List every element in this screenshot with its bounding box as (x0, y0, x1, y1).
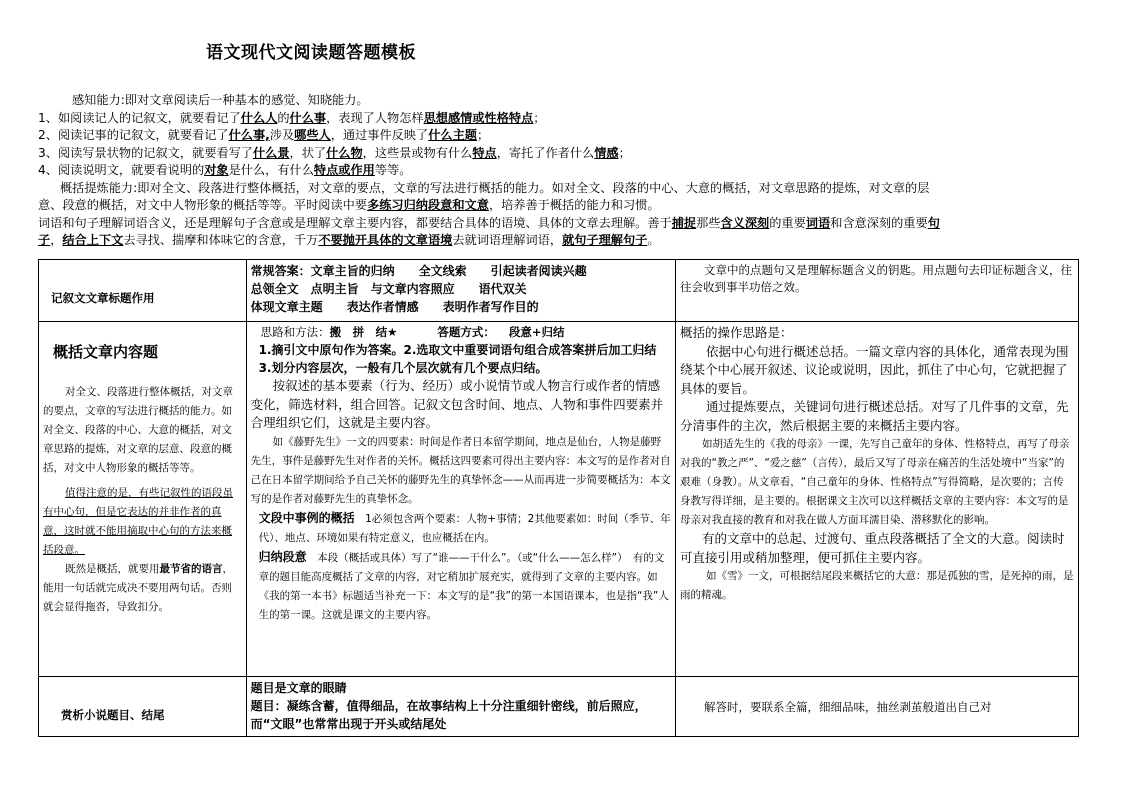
row-header-summary: 概括文章内容题 (53, 343, 159, 361)
intro-item-2: 2、阅读记事的记叙文，就要看记了什么事,涉及哪些人，通过事件反映了什么主题； (38, 128, 490, 142)
row-header-summary-cell: 概括文章内容题 对全文、段落进行整体概括，对文章的要点，文章的写法进行概括的能力。如对全文、段落的中心、大意的概括，对文章思路的提炼，对文章的层意、段意的概括，对文中人物形象的概括等等。 值得注意的是，有些记叙性的语段虽有中心句，但是它表达的并非作者的真意，这时就不能用摘取中心句的方法来概括段意。 既然是概括，就要用最节省的语言，能用一句话就完成决不要用两句话。否则就会显得拖沓，导致扣分。 (39, 322, 247, 677)
table-row (39, 677, 1079, 737)
summary-approach: 概括的操作思路是： 依据中心句进行概述总括。一篇文章内容的具体化，通常表现为围绕某个中心展开叙述、议论或说明，因此，抓住了中心句，它就把握了具体的要旨。 通过提炼要点，关键词句进行概述总括。对写了几件事的文章，先分清事件的主次，然后根据主要的来概括主要内容。 如胡适先生的《我的母亲》一课，先写自己童年的身体、性格特点，再写了母亲对我的“教之严”、“爱之慈”（言传），最后又写了母亲在痛苦的生活处境中“当家”的艰难（身教）。从文章看，“自己童年的身体、性格特点”写得简略，是次要的；言传身教写得详细，是主要的。根据课文主次可以这样概括文章的主要内容：本文写的是母亲对我直接的教育和对我在做人方面耳濡目染、潜移默化的影响。 有的文章中的总起、过渡句、重点段落概括了全文的大意。阅读时可直接引用或稍加整理，便可抓住主要内容。 如《雪》一文，可根据结尾段来概括它的大意：那是孤独的雪，是死掉的雨，是雨的精魂。 (676, 322, 1079, 677)
intro-summary-ability-cont: 意、段意的概括，对文中人物形象的概括等等。平时阅读中要多练习归纳段意和文意，培养善于概括的能力和习惯。 (38, 198, 660, 212)
intro-item-3: 3、阅读写景状物的记叙文，就要看写了什么景，状了什么物，这些景或物有什么特点，寄托了作者什么情感； (38, 145, 631, 160)
template-table (38, 259, 1079, 737)
title-function-answers: 常规答案：文章主旨的归纳 全文线索 引起读者阅读兴趣 总领全文 点明主旨 与文章内容照应 语代双关 体现文章主题 表达作者情感 表明作者写作目的 (246, 260, 675, 322)
novel-title-analysis: 题目是文章的眼睛 题目：凝练含蓄，值得细品，在故事结构上十分注重细针密线，前后照应，而“文眼”也常常出现于开头或结尾处 (246, 677, 675, 737)
novel-title-tip: 解答时，要联系全篇，细细品味，抽丝剥茧般道出自己对 (676, 677, 1079, 737)
row-header-title-function: 记叙文文章标题作用 (39, 260, 247, 322)
table-row (39, 322, 1079, 677)
intro-section (38, 92, 1083, 250)
intro-summary-ability: 概括提炼能力:即对全文、段落进行整体概括，对文章的要点，文章的写法进行概括的能力。如对全文、段落的中心、大意的概括，对文章思路的提炼，对文章的层 (60, 180, 930, 195)
row-header-novel-title: 赏析小说题目、结尾 (39, 677, 247, 737)
page-title: 语文现代文阅读题答题模板 (206, 43, 416, 63)
intro-words-sentences: 词语和句子理解词语含义，还是理解句子含意或是理解文章主要内容，都要结合具体的语境、具体的文章去理解。善于捕捉那些含义深刻的重要词语和含意深刻的重要句 (38, 215, 940, 230)
intro-words-sentences-cont: 子，结合上下文去寻找、揣摩和体味它的含意，千万不要抛开具体的文章语境去就词语理解词语，就句子理解句子。 (38, 233, 660, 247)
intro-item-4: 4、阅读说明文，就要看说明的对象是什么，有什么特点或作用等等。 (38, 163, 412, 177)
intro-item-1: 1、如阅读记人的记叙文，就要看记了什么人的什么事，表现了人物怎样思想感情或性格特点； (38, 110, 546, 125)
title-function-tip: 文章中的点题句又是理解标题含义的钥匙。用点题句去印证标题含义，往往会收到事半功倍之效。 (676, 260, 1079, 322)
intro-perception: 感知能力:即对文章阅读后一种基本的感觉、知晓能力。 (72, 93, 369, 107)
summary-methods: 思路和方法：搬 拼 结★ 答题方式： 段意+归结 1.摘引文中原句作为答案。2.选取文中重要词语句组合成答案拼后加工归结 3.划分内容层次，一般有几个层次就有几个要点归结。 按叙述的基本要素（行为、经历）或小说情节或人物言行或作者的情感变化，筛选材料，组合回答。记叙文包含时间、地点、人物和事件四要素并合理组织它们，这就是主要内容。 如《藤野先生》一文的四要素：时间是作者日本留学期间，地点是仙台，人物是藤野先生，事件是藤野先生对作者的关怀。概括这四要素可得出主要内容：本文写的是作者对自己在日本留学期间给予自己关怀的藤野先生的真挚怀念——从而再进一步简要概括为：本文写的是作者对藤野先生的真挚怀念。 文段中事例的概括 1必须包含两个要素：人物+事情；2其他要素如：时间（季节、年代）、地点、环境如果有特定意义，也应概括在内。 归纳段意 本段（概括或具体）写了“谁——干什么”。（或“什么——怎么样”） 有的文章的题目能高度概括了文章的内容，对它稍加扩展充实，就得到了文章的主要内容。如《我的第一本书》标题适当补充一下：本文写的是“我”的第一本国语课本，也是指“我”人生的第一课。这就是课文的主要内容。 (246, 322, 675, 677)
table-row (39, 260, 1079, 322)
